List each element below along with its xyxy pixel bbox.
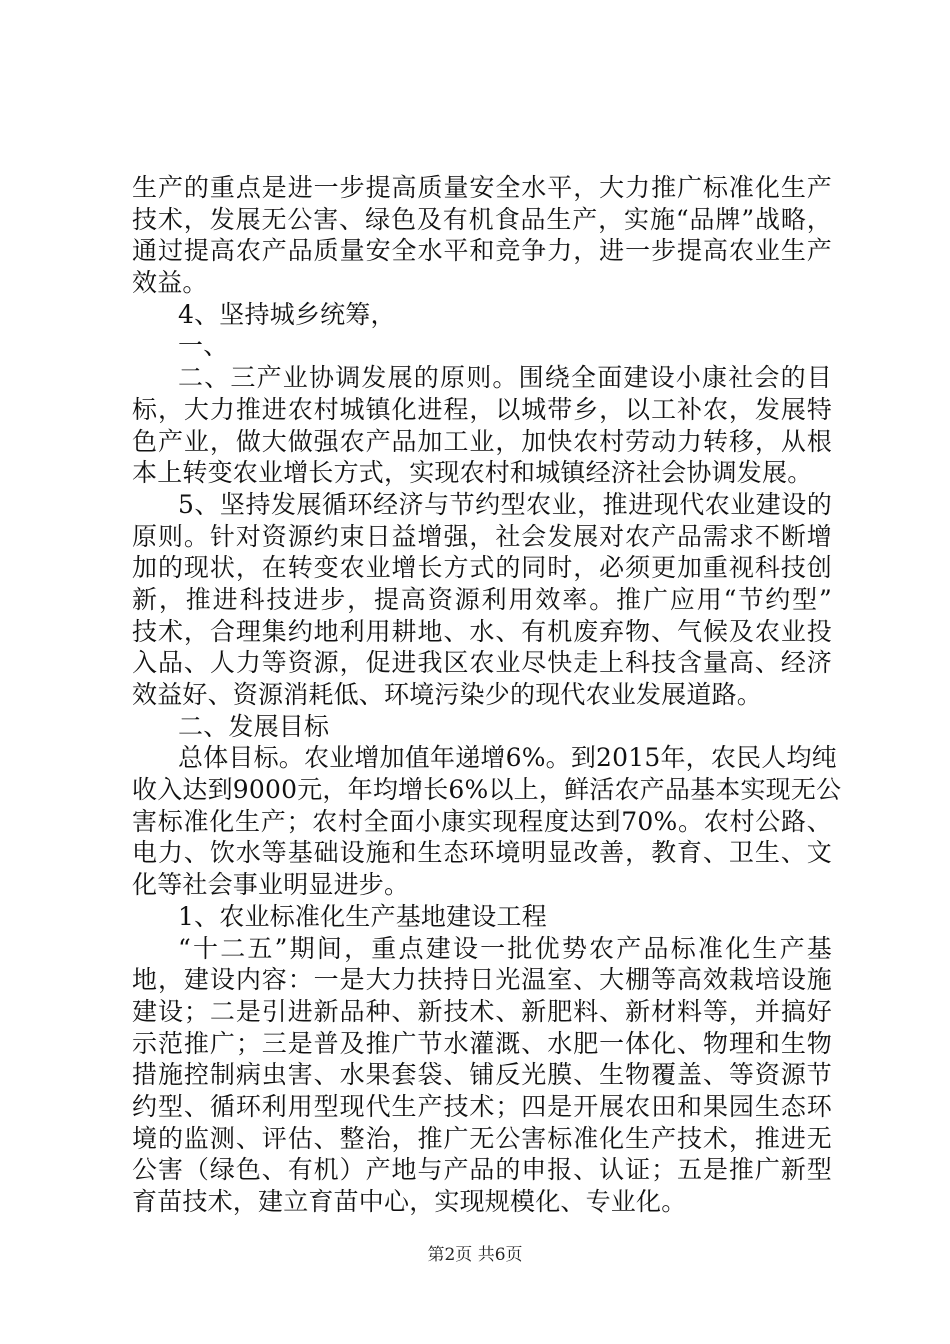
text-line: 一、: [178, 331, 229, 361]
document-body: [132, 172, 842, 1218]
page-footer: 第2页 共6页: [427, 1245, 523, 1265]
text-line: 地，建设内容：一是大力扶持日光温室、大棚等高效栽培设施: [132, 965, 832, 995]
text-line: 技术，合理集约地利用耕地、水、有机废弃物、气候及农业投: [132, 616, 832, 646]
text-line: 育苗技术，建立育苗中心，实现规模化、专业化。: [132, 1187, 687, 1216]
text-line: 效益。: [132, 268, 208, 298]
text-line: 二、三产业协调发展的原则。围绕全面建设小康社会的目: [178, 363, 832, 393]
text-line: 本上转变农业增长方式，实现农村和城镇经济社会协调发展。: [132, 458, 813, 488]
text-line: 化等社会事业明显进步。: [132, 870, 410, 900]
text-line: 害标准化生产；农村全面小康实现程度达到70%。农村公路、: [132, 806, 832, 836]
text-line: 4、坚持城乡统筹，: [178, 299, 396, 329]
text-line: 措施控制病虫害、水果套袋、铺反光膜、生物覆盖、等资源节: [132, 1060, 832, 1090]
text-line: 电力、饮水等基础设施和生态环境明显改善，教育、卫生、文: [132, 838, 832, 868]
text-line: 5、坚持发展循环经济与节约型农业，推进现代农业建设的: [178, 489, 832, 519]
text-line: 通过提高农产品质量安全水平和竞争力，进一步提高农业生产: [132, 236, 832, 266]
text-line: 收入达到9000元，年均增长6%以上，鲜活农产品基本实现无公: [132, 775, 842, 805]
text-line: 加的现状，在转变农业增长方式的同时，必须更加重视科技创: [132, 553, 832, 583]
text-line: 总体目标。农业增加值年递增6%。到2015年，农民人均纯: [178, 743, 837, 773]
text-line: 原则。针对资源约束日益增强，社会发展对农产品需求不断增: [132, 521, 832, 551]
text-line: 色产业，做大做强农产品加工业，加快农村劳动力转移，从根: [132, 426, 832, 456]
text-line: 入品、人力等资源，促进我区农业尽快走上科技含量高、经济: [132, 648, 832, 678]
text-line: 境的监测、评估、整治，推广无公害标准化生产技术，推进无: [132, 1123, 832, 1153]
text-line: 标，大力推进农村城镇化进程，以城带乡，以工补农，发展特: [132, 394, 832, 424]
text-line: 二、发展目标: [178, 711, 330, 741]
text-line: 新，推进科技进步，提高资源利用效率。推广应用“节约型”: [132, 584, 832, 614]
text-line: 公害（绿色、有机）产地与产品的申报、认证；五是推广新型: [132, 1155, 832, 1185]
text-line: “十二五”期间，重点建设一批优势农产品标准化生产基: [178, 933, 832, 963]
text-line: 技术，发展无公害、绿色及有机食品生产，实施“品牌”战略，: [132, 204, 832, 234]
text-line: 1、农业标准化生产基地建设工程: [178, 901, 547, 931]
text-line: 建设；二是引进新品种、新技术、新肥料、新材料等，并搞好: [132, 996, 832, 1026]
text-line: 生产的重点是进一步提高质量安全水平，大力推广标准化生产: [132, 173, 832, 202]
text-line: 效益好、资源消耗低、环境污染少的现代农业发展道路。: [132, 680, 763, 709]
text-line: 示范推广；三是普及推广节水灌溉、水肥一体化、物理和生物: [132, 1028, 832, 1058]
text-line: 约型、循环利用型现代生产技术；四是开展农田和果园生态环: [132, 1091, 832, 1121]
